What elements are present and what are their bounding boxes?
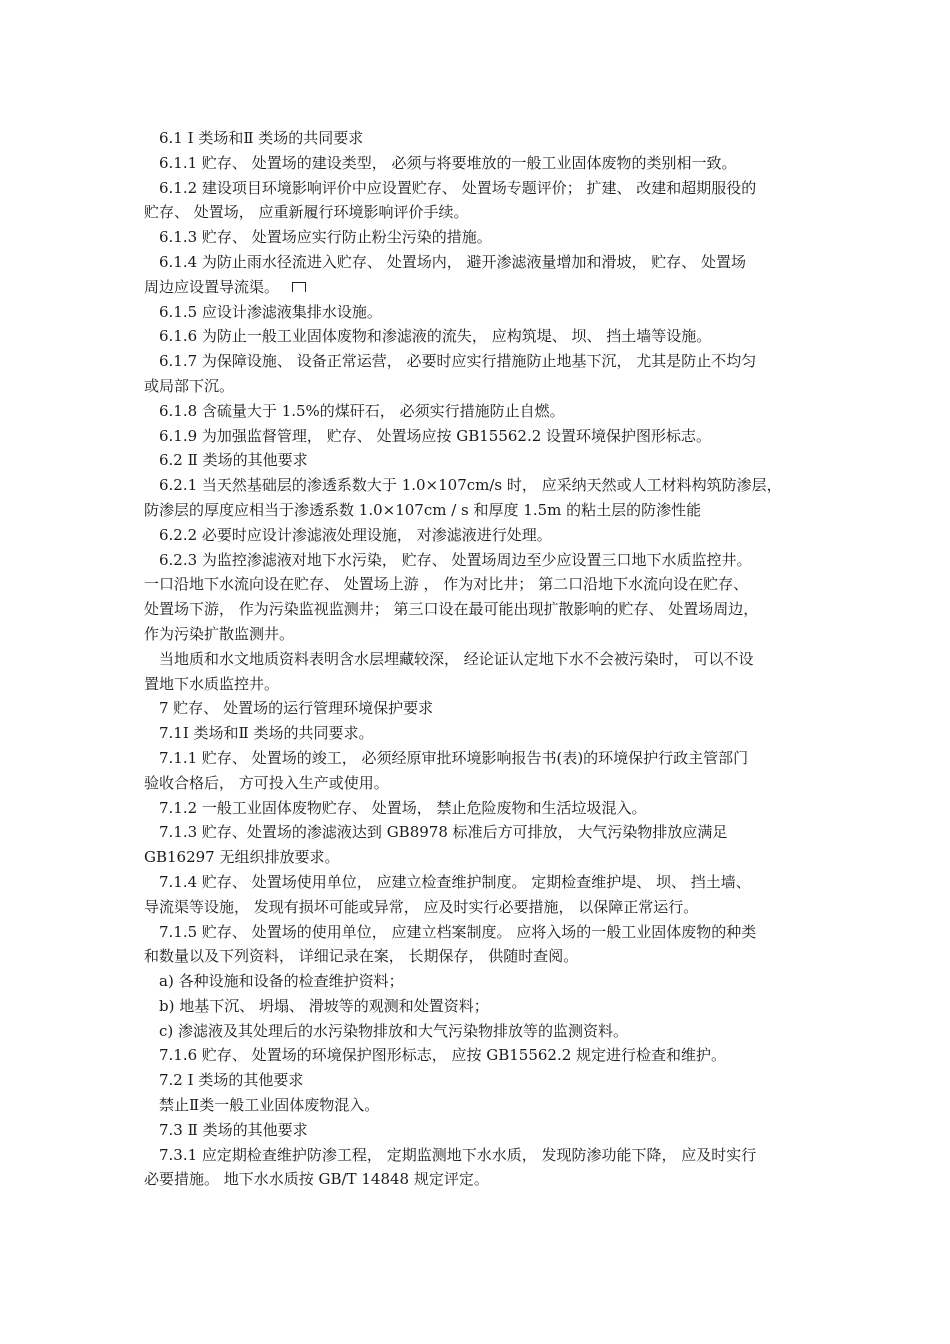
text-line: 6.1.5 应设计渗滤液集排水设施。 <box>159 302 382 321</box>
text-line: 周边应设置导流渠。 <box>144 277 280 296</box>
text-line: 7 贮存、 处置场的运行管理环境保护要求 <box>159 699 434 718</box>
text-line: 6.1.7 为保障设施、 设备正常运营， 必要时应实行措施防止地基下沉， 尤其是防止不均匀 <box>159 352 757 371</box>
text-line: 6.1.2 建设项目环境影响评价中应设置贮存、 处置场专题评价； 扩建、 改建和超期服役的 <box>159 178 757 197</box>
text-line: 7.1.1 贮存、 处置场的竣工， 必须经原审批环境影响报告书(表)的环境保护行政主管部门 <box>159 748 749 767</box>
text-line: 7.3 Ⅱ 类场的其他要求 <box>159 1120 308 1139</box>
text-line: b) 地基下沉、 坍塌、 滑坡等的观测和处置资料； <box>159 996 489 1015</box>
text-line: 6.2.1 当天然基础层的渗透系数大于 1.0×107cm/s 时， 应采纳天然或人工材料构筑防渗层， <box>159 476 782 495</box>
text-line: 7.1.6 贮存、 处置场的环境保护图形标志， 应按 GB15562.2 规定进行检查和维护。 <box>159 1046 727 1065</box>
text-line: 一口沿地下水流向设在贮存、 处置场上游 ， 作为对比井； 第二口沿地下水流向设在贮存、 <box>144 575 749 594</box>
text-line: 7.1.5 贮存、 处置场的使用单位， 应建立档案制度。 应将入场的一般工业固体废物的种类 <box>159 922 757 941</box>
text-line: 6.2.3 为监控渗滤液对地下水污染， 贮存、 处置场周边至少应设置三口地下水质监控井。 <box>159 550 752 569</box>
text-line: c) 渗滤液及其处理后的水污染物排放和大气污染物排放等的监测资料。 <box>159 1021 629 1040</box>
text-line: 和数量以及下列资料， 详细记录在案， 长期保存， 供随时查阅。 <box>144 947 579 966</box>
text-line: 6.1.6 为防止一般工业固体废物和渗滤液的流失， 应构筑堤、 坝、 挡土墙等设施。 <box>159 327 712 346</box>
document-body <box>144 126 814 1192</box>
text-line: 6.1.8 含硫量大于 1.5%的煤矸石， 必须实行措施防止自燃。 <box>159 401 565 420</box>
scan-mark <box>292 282 306 292</box>
text-line: 6.1 Ⅰ 类场和Ⅱ 类场的共同要求 <box>159 129 364 147</box>
text-line: 6.1.1 贮存、 处置场的建设类型， 必须与将要堆放的一般工业固体废物的类别相一致。 <box>159 153 737 172</box>
text-line: 6.1.3 贮存、 处置场应实行防止粉尘污染的措施。 <box>159 228 492 247</box>
text-line: 作为污染扩散监测井。 <box>144 624 295 643</box>
text-line: 贮存、 处置场， 应重新履行环境影响评价手续。 <box>144 203 469 222</box>
text-line: 7.1.4 贮存、 处置场使用单位， 应建立检查维护制度。 定期检查维护堤、 坝、 挡土墙、 <box>159 872 751 891</box>
text-line: 7.2 Ⅰ 类场的其他要求 <box>159 1071 304 1090</box>
text-line: 7.3.1 应定期检查维护防渗工程， 定期监测地下水水质， 发现防渗功能下降， 应及时实行 <box>159 1145 757 1164</box>
text-line: 6.2 Ⅱ 类场的其他要求 <box>159 451 308 470</box>
text-line: 7.1.2 一般工业固体废物贮存、 处置场， 禁止危险废物和生活垃圾混入。 <box>159 798 647 817</box>
text-line: 7.1.3 贮存、处置场的渗滤液达到 GB8978 标准后方可排放， 大气污染物排放应满足 <box>159 823 728 842</box>
text-line: 导流渠等设施， 发现有损坏可能或异常， 应及时实行必要措施， 以保障正常运行。 <box>144 897 699 916</box>
text-line: 6.1.4 为防止雨水径流进入贮存、 处置场内， 避开渗滤液量增加和滑坡， 贮存、 处置场 <box>159 252 747 271</box>
text-line: 当地质和水文地质资料表明含水层埋藏较深， 经论证认定地下水不会被污染时， 可以不设 <box>159 649 754 668</box>
text-line: 禁止Ⅱ类一般工业固体废物混入。 <box>159 1096 380 1115</box>
text-line: 置地下水质监控井。 <box>144 674 280 693</box>
text-line: 6.2.2 必要时应设计渗滤液处理设施， 对渗滤液进行处理。 <box>159 525 552 544</box>
text-line: 必要措施。 地下水水质按 GB/T 14848 规定评定。 <box>144 1170 489 1189</box>
text-line: 防渗层的厚度应相当于渗透系数 1.0×107cm / s 和厚度 1.5m 的粘土层的防渗性能 <box>144 500 702 519</box>
text-line: 7.1Ⅰ 类场和Ⅱ 类场的共同要求。 <box>159 724 374 743</box>
text-line: GB16297 无组织排放要求。 <box>144 848 340 867</box>
text-line: a) 各种设施和设备的检查维护资料； <box>159 972 404 991</box>
text-line: 6.1.9 为加强监督管理， 贮存、 处置场应按 GB15562.2 设置环境保护图形标志。 <box>159 426 712 445</box>
text-line: 处置场下游， 作为污染监视监测井； 第三口设在最可能出现扩散影响的贮存、 处置场周边， <box>144 600 759 619</box>
text-line: 或局部下沉。 <box>144 376 235 395</box>
text-line: 验收合格后， 方可投入生产或使用。 <box>144 773 389 792</box>
